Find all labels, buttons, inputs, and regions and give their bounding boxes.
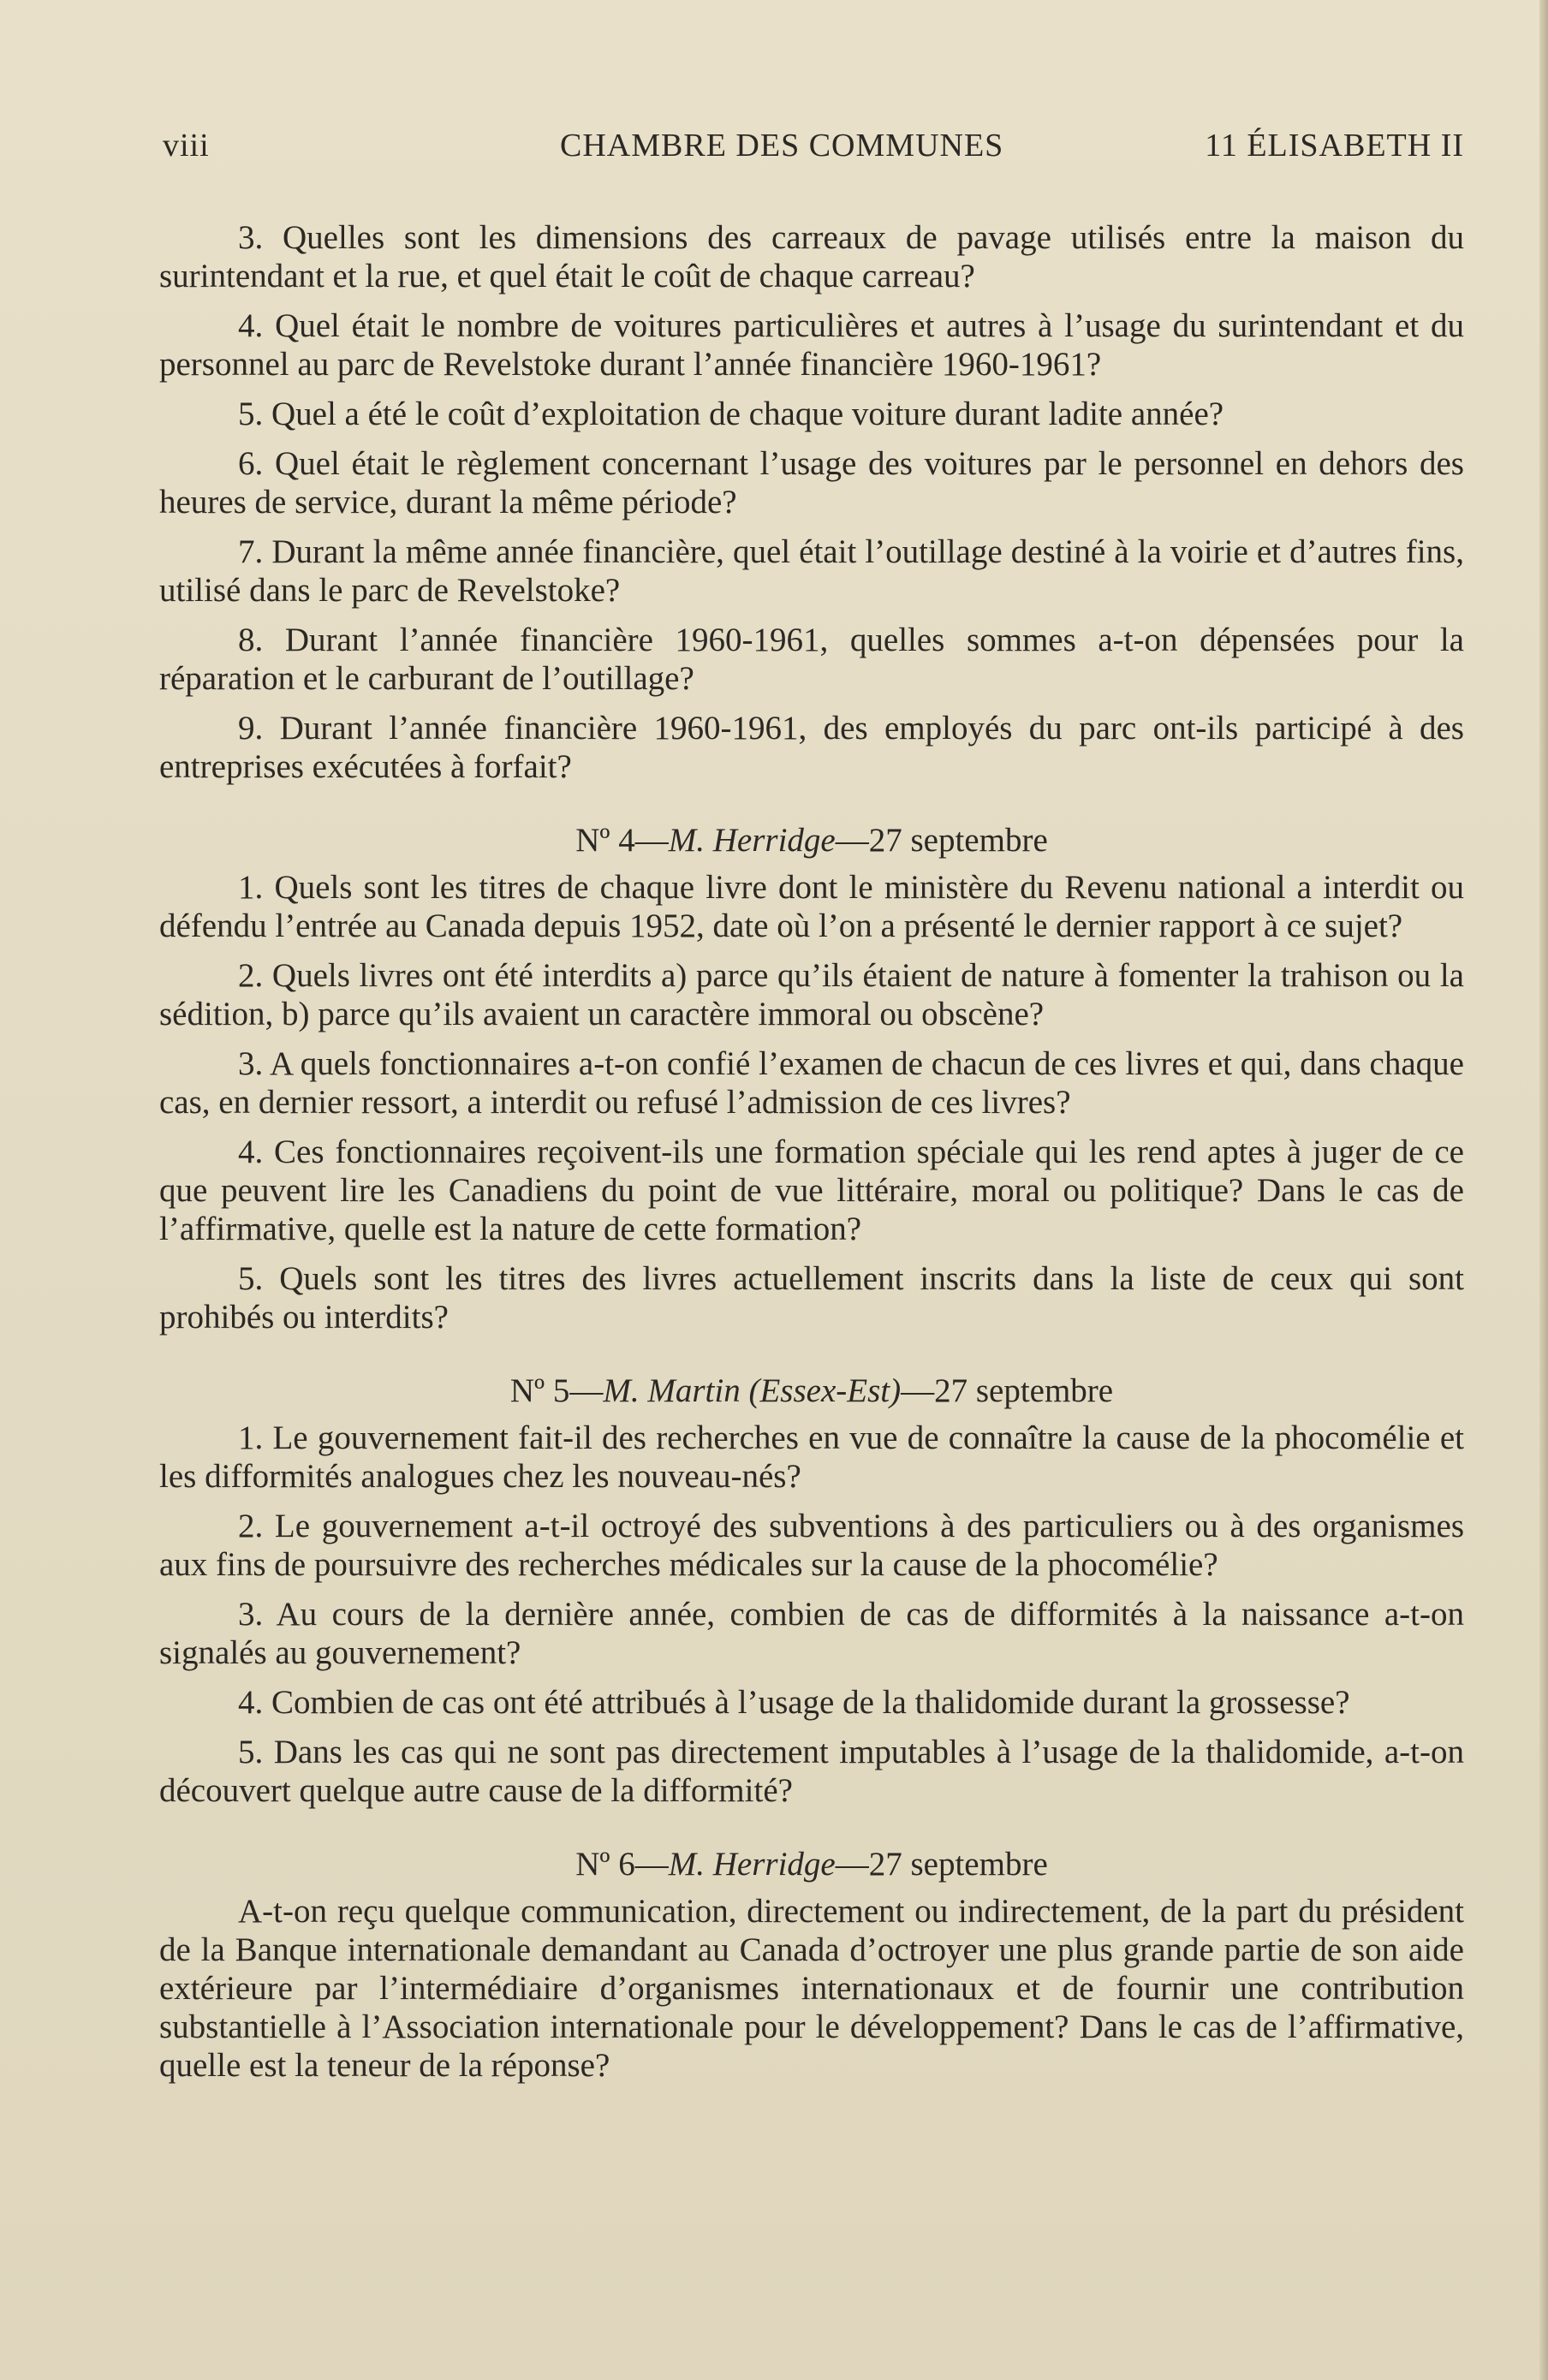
question-paragraph: 3. A quels fonctionnaires a-t-on confié l’examen de chacun de ces livres et qui, dans chaque cas, en dernier ressort, a interdit ou refusé l’admission de ces livres? <box>159 1045 1464 1121</box>
regnal-year: 11 ÉLISABETH II <box>1205 128 1464 164</box>
section-date: —27 septembre <box>835 1846 1048 1883</box>
question-paragraph: 4. Quel était le nombre de voitures particulières et autres à l’usage du surintendant et du personnel au parc de Revelstoke durant l’année financière 1960-1961? <box>159 307 1464 383</box>
section-date: —27 septembre <box>835 822 1048 859</box>
page-number: viii <box>163 128 210 164</box>
section-heading-4 <box>159 820 1464 861</box>
question-paragraph: 5. Dans les cas qui ne sont pas directement imputables à l’usage de la thalidomide, a-t-on découvert quelque autre cause de la difformité? <box>159 1734 1464 1809</box>
question-paragraph: A-t-on reçu quelque communication, directement ou indirectement, de la part du président de la Banque internationale demandant au Canada d’octroyer une plus grande partie de son aide extérieure par l’intermédiaire d’organismes internationaux et de fournir une contribution substantielle à l’Association internationale pour le développement? Dans le cas de l’affirmative, quelle est la teneur de la réponse? <box>159 1893 1464 2084</box>
question-paragraph: 2. Quels livres ont été interdits a) parce qu’ils étaient de nature à fomenter la trahison ou la sédition, b) parce qu’ils avaient un caractère immoral ou obscène? <box>159 957 1464 1032</box>
section-date: —27 septembre <box>901 1372 1114 1409</box>
question-paragraph: 3. Quelles sont les dimensions des carreaux de pavage utilisés entre la maison du surintendant et la rue, et quel était le coût de chaque carreau? <box>159 219 1464 295</box>
page-body <box>159 218 1464 2085</box>
publication-title: CHAMBRE DES COMMUNES <box>560 128 1004 164</box>
question-paragraph: 1. Quels sont les titres de chaque livre dont le ministère du Revenu national a interdit ou défendu l’entrée au Canada depuis 1952, date où l’on a présenté le dernier rapport à ce sujet? <box>159 869 1464 944</box>
question-paragraph: 5. Quel a été le coût d’exploitation de chaque voiture durant ladite année? <box>238 396 1224 432</box>
question-paragraph: 4. Ces fonctionnaires reçoivent-ils une formation spéciale qui les rend aptes à juger de ce que peuvent lire les Canadiens du point de vue littéraire, moral ou politique? Dans le cas de l’affirmative, quelle est la nature de cette formation? <box>159 1133 1464 1247</box>
question-paragraph: 9. Durant l’année financière 1960-1961, des employés du parc ont-ils participé à des entreprises exécutées à forfait? <box>159 710 1464 785</box>
running-header <box>163 127 1464 178</box>
section-number: Nº 6— <box>575 1846 669 1883</box>
member-name: M. Herridge <box>668 1846 836 1883</box>
member-name: M. Herridge <box>668 822 836 859</box>
question-paragraph: 7. Durant la même année financière, quel était l’outillage destiné à la voirie et d’autres fins, utilisé dans le parc de Revelstoke? <box>159 533 1464 609</box>
question-paragraph: 1. Le gouvernement fait-il des recherches en vue de connaître la cause de la phocomélie et les difformités analogues chez les nouveau-nés? <box>159 1419 1464 1495</box>
question-paragraph: 4. Combien de cas ont été attribués à l’usage de la thalidomide durant la grossesse? <box>238 1684 1350 1721</box>
section-heading-6 <box>159 1844 1464 1885</box>
section-number: Nº 4— <box>575 822 669 859</box>
member-name: M. Martin (Essex-Est) <box>603 1372 902 1409</box>
question-paragraph: 6. Quel était le règlement concernant l’usage des voitures par le personnel en dehors des heures de service, durant la même période? <box>159 445 1464 521</box>
question-paragraph: 5. Quels sont les titres des livres actuellement inscrits dans la liste de ceux qui sont prohibés ou interdits? <box>159 1260 1464 1336</box>
page-edge <box>1539 0 1548 2380</box>
section-heading-5 <box>159 1371 1464 1412</box>
question-paragraph: 8. Durant l’année financière 1960-1961, quelles sommes a-t-on dépensées pour la réparation et le carburant de l’outillage? <box>159 622 1464 697</box>
section-number: Nº 5— <box>509 1372 604 1409</box>
question-paragraph: 3. Au cours de la dernière année, combien de cas de difformités à la naissance a-t-on signalés au gouvernement? <box>159 1596 1464 1671</box>
question-paragraph: 2. Le gouvernement a-t-il octroyé des subventions à des particuliers ou à des organismes aux fins de poursuivre des recherches médicales sur la cause de la phocomélie? <box>159 1508 1464 1583</box>
